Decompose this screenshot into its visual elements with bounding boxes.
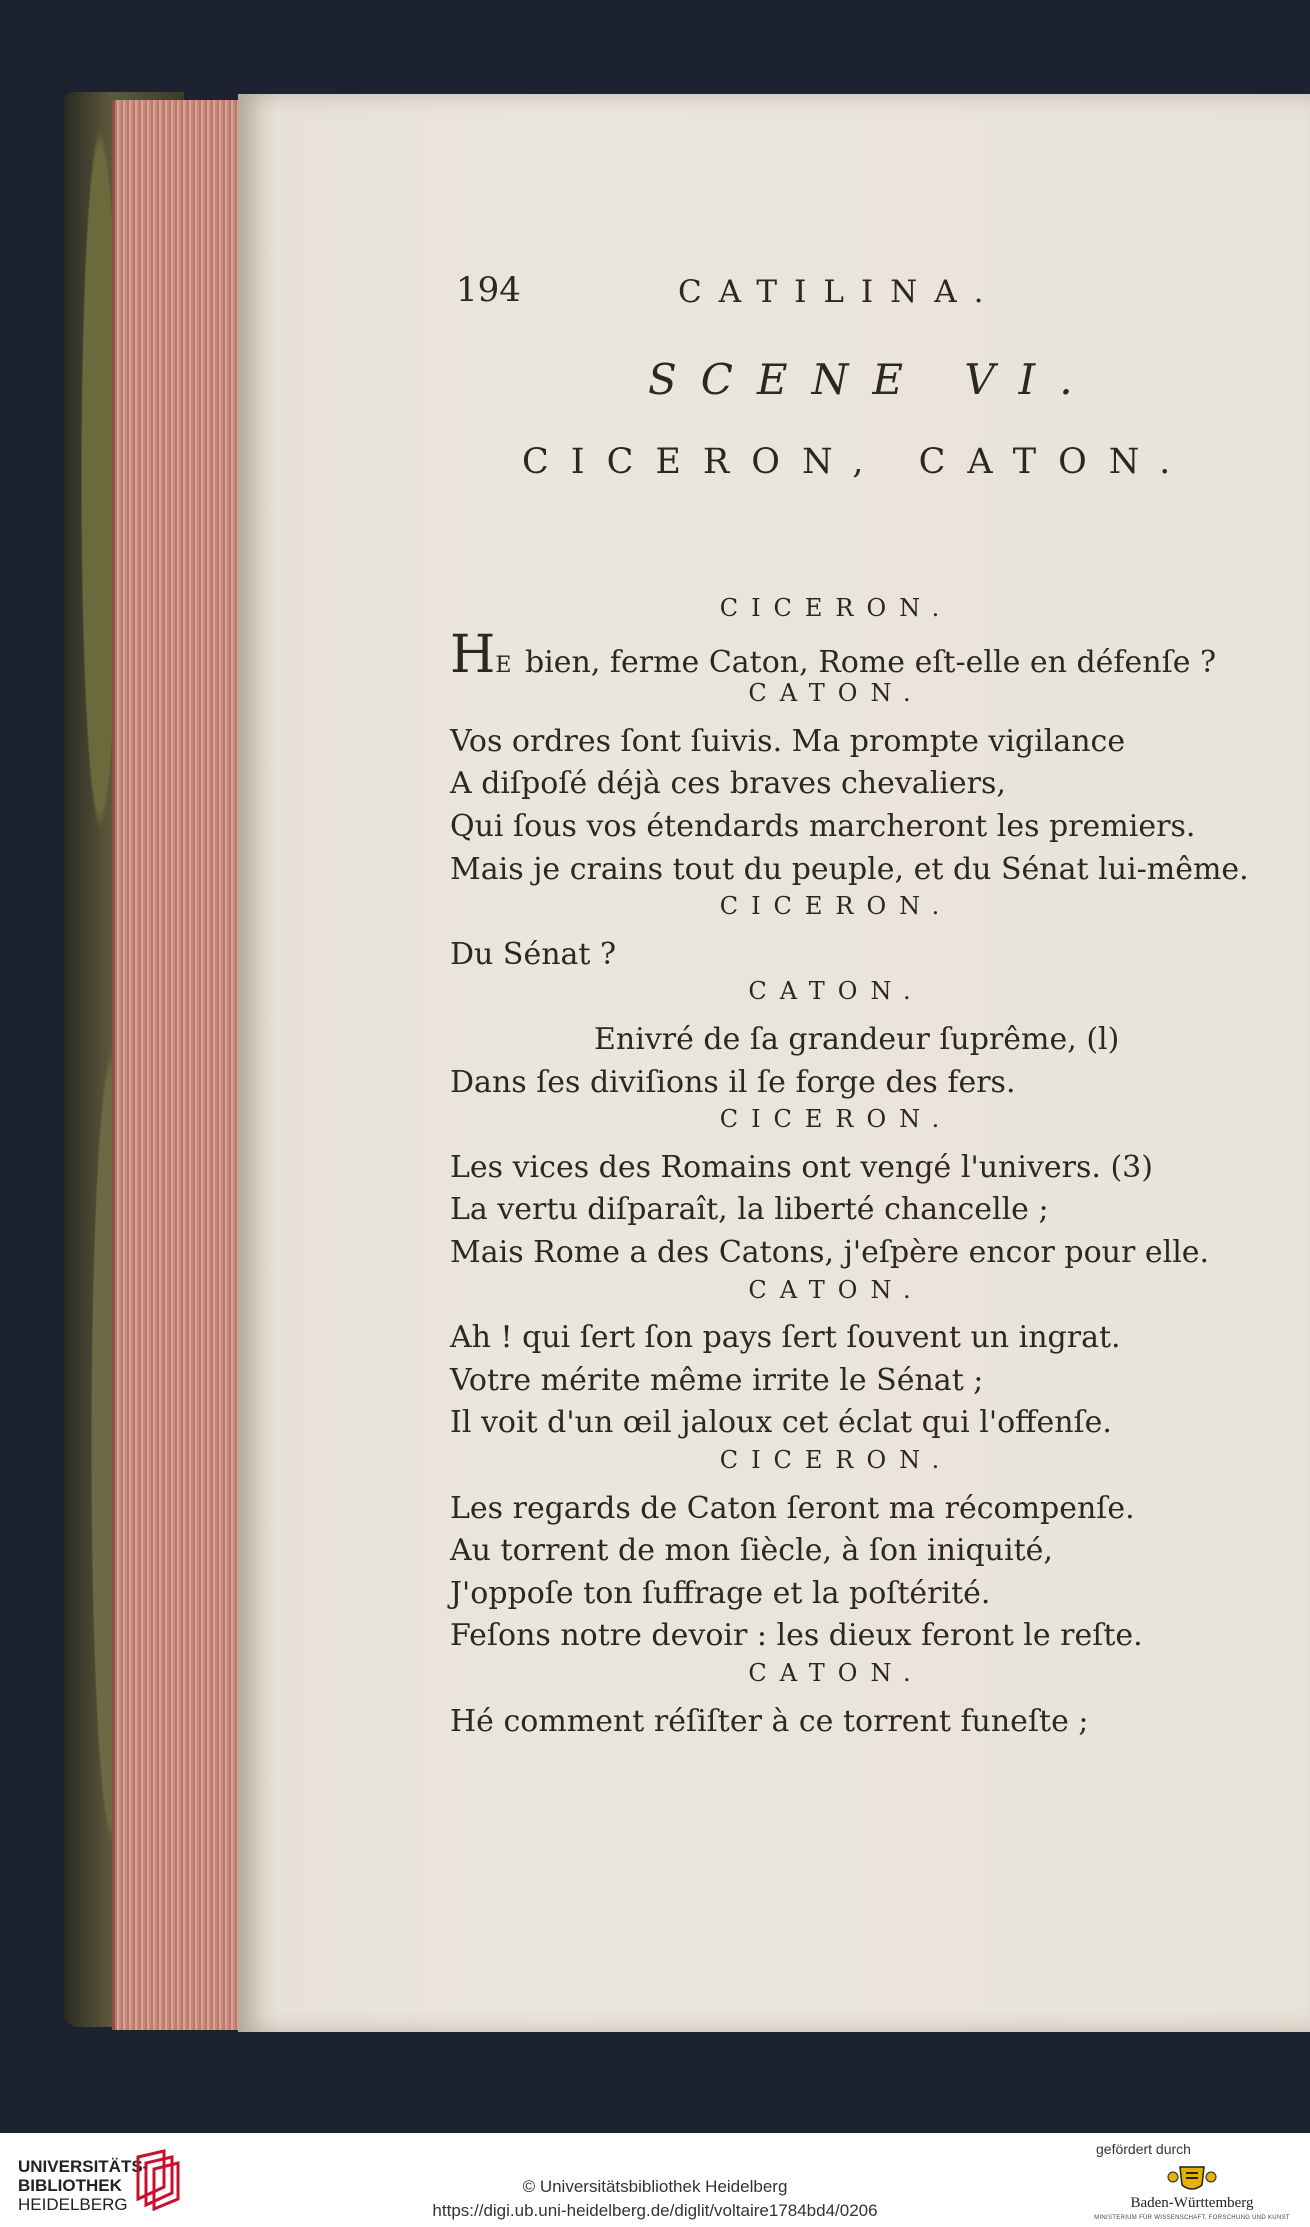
speaker-name: CICERON. xyxy=(719,892,953,921)
speaker-name: CICERON. xyxy=(719,1446,953,1474)
verse-line: Votre mérite même irrite le Sénat ; xyxy=(450,1362,984,1398)
verse-line: Hé comment réſiſter à ce torrent funeſte ; xyxy=(450,1703,1089,1739)
verse-line: J'oppoſe ton ſuffrage et la poſtérité. xyxy=(450,1575,991,1611)
speaker-name: CATON. xyxy=(748,1275,924,1304)
state-crest-icon xyxy=(1166,2163,1218,2193)
copyright-notice: © Universitätsbibliothek Heidelberg xyxy=(522,2177,788,2196)
verse-line: Feſons notre devoir : les dieux feront le reſte. xyxy=(450,1618,1143,1654)
drop-cap: H xyxy=(450,624,496,685)
verse-text: bien, ferme Caton, Rome eſt-elle en défenſe ? xyxy=(515,644,1217,680)
verse-line: Qui ſous vos étendards marcheront les premiers. xyxy=(450,809,1196,844)
library-name-line1: UNIVERSITÄTS- xyxy=(18,2157,149,2176)
scene-title: SCENE VI. xyxy=(648,355,1097,404)
verse-line: Enivré de ſa grandeur ſuprême, (l) xyxy=(594,1022,1120,1057)
verse-line xyxy=(450,625,1216,685)
running-title: CATILINA. xyxy=(678,274,1001,310)
verse-line: Vos ordres ſont ſuivis. Ma prompte vigilance xyxy=(450,723,1126,759)
small-cap: E xyxy=(495,652,516,678)
verse-line: Ah ! qui ſert ſon pays ſert ſouvent un ingrat. xyxy=(450,1320,1121,1356)
verse-line: Les regards de Caton ſeront ma récompenſe. xyxy=(450,1490,1135,1526)
library-name-line2: BIBLIOTHEK xyxy=(18,2176,122,2195)
scene-characters: CICERON, CATON. xyxy=(522,442,1193,482)
verse-line: Mais Rome a des Catons, j'eſpère encor pour elle. xyxy=(450,1235,1210,1270)
speaker-name: CICERON. xyxy=(719,594,953,622)
verse-line: Il voit d'un œil jaloux cet éclat qui l'offenſe. xyxy=(450,1405,1112,1441)
library-name-line3: HEIDELBERG xyxy=(18,2195,128,2214)
verse-line: Les vices des Romains ont vengé l'univers. (3) xyxy=(450,1149,1153,1185)
state-name: Baden-Württemberg xyxy=(1130,2195,1254,2211)
page-edge xyxy=(112,100,243,2030)
speaker-name: CATON. xyxy=(748,679,924,708)
verse-line: Au torrent de mon ſiècle, à ſon iniquité, xyxy=(450,1533,1053,1569)
speaker-name: CATON. xyxy=(748,1659,924,1687)
verse-line: La vertu diſparaît, la liberté chancelle ; xyxy=(450,1192,1049,1228)
speaker-name: CICERON. xyxy=(719,1105,953,1134)
page-number: 194 xyxy=(456,270,521,310)
verse-line: Dans ſes diviſions il ſe forge des fers. xyxy=(450,1064,1016,1100)
verse-line: Mais je crains tout du peuple, et du Sénat lui-même. xyxy=(450,851,1249,887)
verse-line: A diſpoſé déjà ces braves chevaliers, xyxy=(450,766,1006,802)
permalink[interactable]: https://digi.ub.uni-heidelberg.de/diglit/voltaire1784bd4/0206 xyxy=(432,2201,878,2220)
speaker-name: CATON. xyxy=(748,977,924,1006)
funded-by-label: gefördert durch xyxy=(1096,2141,1191,2157)
verse-line: Du Sénat ? xyxy=(450,936,617,972)
ministry-name: MINISTERIUM FÜR WISSENSCHAFT, FORSCHUNG UND KUNST xyxy=(1094,2215,1290,2221)
footer-bar xyxy=(0,2133,1310,2227)
